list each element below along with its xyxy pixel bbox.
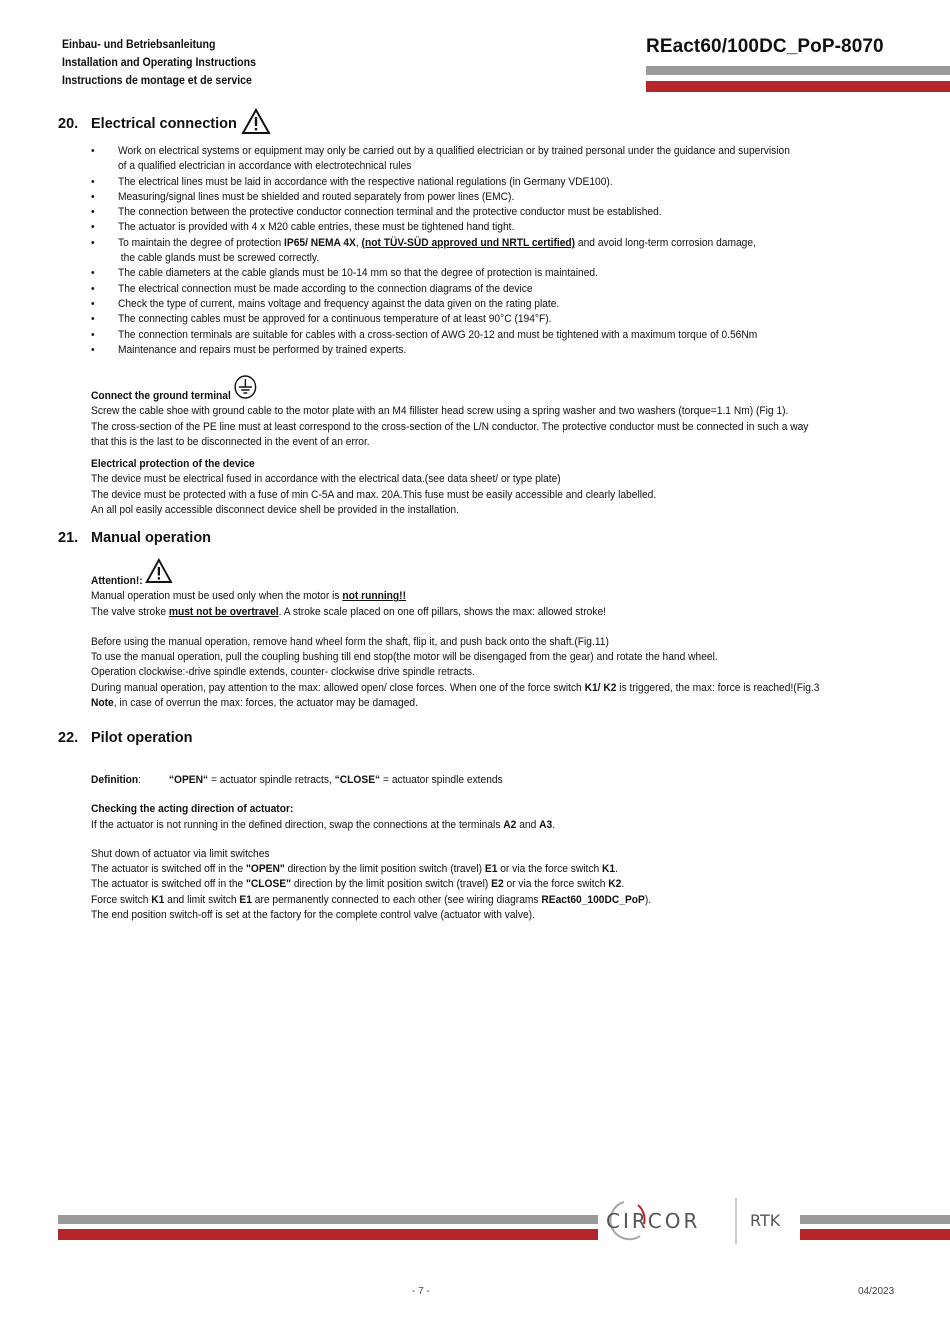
text: and limit switch (164, 893, 240, 906)
section-number: 20. (58, 115, 79, 132)
text: = actuator spindle extends (380, 774, 503, 786)
text: Manual operation must be used only when the motor is (91, 590, 343, 603)
bullet-text: The actuator is provided with 4 x M20 cable entries, these must be tightened hand tight. (117, 221, 515, 234)
paragraph (91, 818, 835, 833)
header-line-fr: Instructions de montage et de service (62, 75, 252, 87)
paragraph (91, 862, 835, 877)
list-item (91, 266, 816, 281)
text: . (615, 863, 618, 876)
shutdown-heading: Shut down of actuator via limit switches (91, 847, 270, 860)
paragraph: The device must be protected with a fuse of min C-5A and max. 20A.This fuse must be easily accessible and clearly labelled. (91, 488, 657, 501)
list-item (91, 175, 816, 190)
section-number: 22. (58, 730, 79, 746)
list-item (91, 312, 816, 327)
bullet-text: , (355, 236, 362, 249)
header-doc-type (62, 36, 256, 90)
certification-note: (not TÜV-SÜD approved und NRTL certified) (361, 236, 576, 249)
paragraph: The cross-section of the PE line must at least correspond to the cross-section of the L/N conductor. The protective conductor must be connected in such a way (91, 420, 809, 433)
text: The valve stroke (91, 605, 169, 618)
emphasis: Note (91, 697, 114, 710)
text: or via the force switch (497, 863, 603, 876)
paragraph (91, 877, 835, 892)
paragraph: The device must be electrical fused in accordance with the electrical data.(see data sheet/ or type plate) (91, 473, 561, 486)
text: direction by the limit position switch (travel) (284, 863, 485, 876)
warning-triangle-icon (145, 558, 173, 589)
manual-operation-block (91, 558, 835, 711)
document-title: REact60/100DC_PoP-8070 (646, 36, 884, 57)
paragraph: that this is the last to be disconnected in the event of an error. (91, 435, 370, 448)
list-item (91, 328, 816, 343)
emphasis: must not be overtravel (168, 605, 279, 618)
bullet-text-cont: of a qualified electrician in accordance with electrotechnical rules (117, 160, 412, 173)
text: If the actuator is not running in the defined direction, swap the connections at the terminals (91, 818, 504, 831)
list-item (91, 236, 816, 267)
paragraph (91, 605, 835, 620)
paragraph: Screw the cable shoe with ground cable to the motor plate with an M4 fillister head screw using a spring washer and two washers (torque=1.1 Nm) (Fig 1). (91, 405, 789, 418)
bullet-text: The connection between the protective conductor connection terminal and the protective conductor must be established. (117, 206, 662, 219)
footer-red-bar (58, 1229, 598, 1240)
bullet-text: and avoid long-term corrosion damage, (575, 236, 756, 249)
paragraph: Operation clockwise:-drive spindle extends, counter- clockwise drive spindle retracts. (91, 666, 475, 679)
definition-label: Definition (91, 774, 139, 786)
section-title: Manual operation (91, 530, 212, 546)
text: direction by the limit position switch (travel) (290, 878, 492, 891)
section-22-heading (58, 730, 193, 746)
electrical-protection-block (91, 457, 835, 518)
logo-subbrand: RTK (750, 1211, 781, 1230)
emphasis: REact60_100DC_PoP (541, 893, 645, 906)
page-number: - 7 - (412, 1286, 430, 1297)
footer-grey-bar (58, 1215, 598, 1224)
ground-terminal-heading: Connect the ground terminal (91, 390, 231, 402)
footer-red-bar-right (800, 1229, 950, 1240)
emphasis: “CLOSE“ (334, 774, 381, 786)
logo-wordmark: CIRCOR (606, 1209, 701, 1233)
text: . A stroke scale placed on one off pillars, shows the max: allowed stroke! (278, 605, 606, 618)
text: are permanently connected to each other (see wiring diagrams (251, 893, 542, 906)
attention-label: Attention!: (91, 575, 143, 587)
section-20-heading (58, 108, 271, 139)
emphasis: “OPEN“ (168, 774, 209, 786)
emphasis: A2 (503, 818, 517, 831)
ground-icon (233, 375, 259, 404)
safety-bullet-list (91, 144, 816, 358)
list-item (91, 297, 816, 312)
paragraph (91, 589, 835, 604)
emphasis: K1/ K2 (584, 681, 617, 694)
header-red-bar (646, 81, 950, 92)
text: Force switch (91, 893, 152, 906)
paragraph (91, 681, 835, 696)
text: and (516, 818, 540, 831)
electrical-protection-heading: Electrical protection of the device (91, 458, 255, 470)
definition-line (91, 773, 835, 788)
emphasis: "CLOSE" (246, 878, 291, 891)
bullet-text: To maintain the degree of protection (117, 236, 285, 249)
section-title: Electrical connection (91, 115, 237, 132)
paragraph: The end position switch-off is set at the factory for the complete control valve (actuator with valve). (91, 909, 535, 922)
bullet-text: Work on electrical systems or equipment may only be carried out by a qualified electrician or by trained personal under the guidance and supervision (117, 145, 790, 157)
bullet-text: Check the type of current, mains voltage and frequency against the data given on the rating plate. (117, 297, 560, 310)
footer-grey-bar-right (800, 1215, 950, 1224)
revision-date: 04/2023 (858, 1286, 895, 1297)
text: , in case of overrun the max: forces, the actuator may be damaged. (113, 697, 418, 710)
paragraph: An all pol easily accessible disconnect device shell be provided in the installation. (91, 503, 459, 516)
paragraph: Before using the manual operation, remove hand wheel form the shaft, flip it, and push back onto the shaft.(Fig.11) (91, 635, 609, 648)
bullet-text: The electrical connection must be made according to the connection diagrams of the device (117, 282, 533, 295)
emphasis: K2 (608, 878, 622, 891)
emphasis: E1 (484, 863, 498, 876)
list-item (91, 205, 816, 220)
emphasis: not running!! (342, 590, 406, 603)
section-title: Pilot operation (91, 730, 193, 746)
text: is triggered, the max: force is reached!(Fig.3 (616, 681, 820, 694)
paragraph (91, 893, 835, 908)
emphasis: K1 (151, 893, 165, 906)
text: The actuator is switched off in the (91, 878, 247, 891)
header-grey-bar (646, 66, 950, 75)
text: : (138, 774, 142, 786)
warning-triangle-icon (241, 108, 271, 139)
bullet-text: The electrical lines must be laid in accordance with the respective national regulations (in Germany VDE100). (117, 175, 613, 188)
paragraph (91, 696, 835, 711)
circor-logo (600, 1196, 800, 1246)
list-item (91, 343, 816, 358)
header-line-de: Einbau- und Betriebsanleitung (62, 39, 216, 51)
text: The actuator is switched off in the (91, 863, 247, 876)
list-item (91, 144, 816, 175)
emphasis: A3 (539, 818, 553, 831)
header-line-en: Installation and Operating Instructions (62, 57, 256, 69)
emphasis: K1 (602, 863, 616, 876)
text: = actuator spindle retracts, (208, 774, 335, 786)
section-number: 21. (58, 530, 79, 546)
list-item (91, 220, 816, 235)
emphasis: E1 (239, 893, 252, 906)
bullet-text-cont: the cable glands must be screwed correctly. (117, 252, 320, 265)
emphasis: E2 (491, 878, 504, 891)
bullet-text: Maintenance and repairs must be performed by trained experts. (117, 343, 407, 356)
pilot-operation-block (91, 773, 835, 923)
paragraph: To use the manual operation, pull the coupling bushing till end stop(the motor will be disengaged from the gear) and rotate the hand wheel. (91, 651, 718, 664)
text: During manual operation, pay attention to the max: allowed open/ close forces. When one of the force switch (91, 681, 585, 694)
list-item (91, 190, 816, 205)
check-direction-heading: Checking the acting direction of actuator: (91, 803, 294, 816)
ground-terminal-block (91, 375, 835, 450)
text: . (552, 818, 556, 831)
bullet-text: The cable diameters at the cable glands must be 10-14 mm so that the degree of protection is maintained. (117, 267, 598, 280)
bullet-text: The connection terminals are suitable for cables with a cross-section of AWG 20-12 and must be tightened with a maximum torque of 0.56Nm (117, 328, 758, 341)
emphasis: "OPEN" (246, 863, 285, 876)
list-item (91, 282, 816, 297)
text: . (621, 878, 625, 891)
bullet-text: Measuring/signal lines must be shielded and routed separately from power lines (EMC). (117, 190, 515, 203)
text: or via the force switch (503, 878, 609, 891)
text: ). (644, 893, 652, 906)
protection-rating: IP65/ NEMA 4X (284, 236, 356, 249)
section-21-heading (58, 530, 211, 546)
bullet-text: The connecting cables must be approved for a continuous temperature of at least 90°C (194°F). (117, 313, 552, 326)
